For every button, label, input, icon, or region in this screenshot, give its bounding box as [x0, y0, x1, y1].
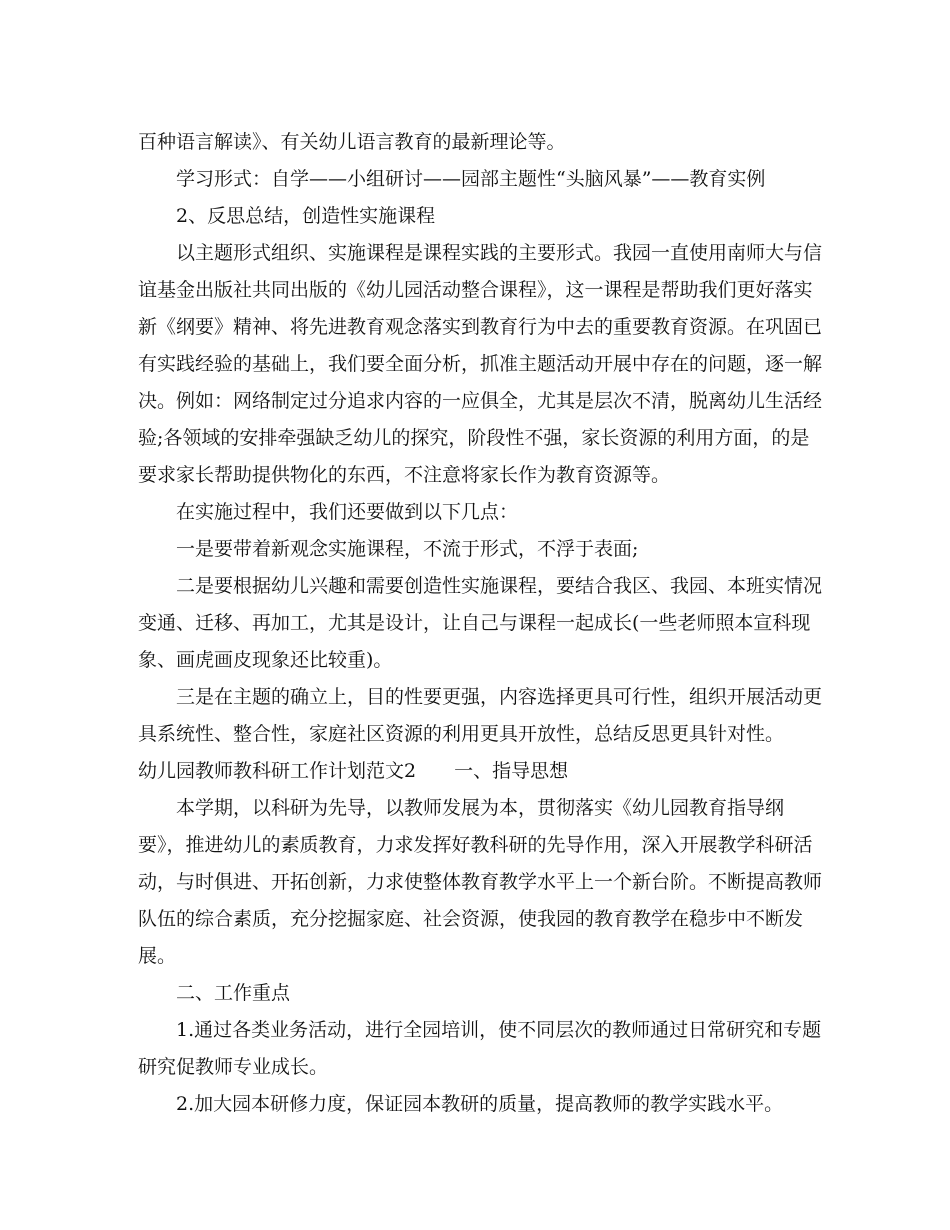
text-line: 验;各领域的安排牵强缺乏幼儿的探究，阶段性不强，家长资源的利用方面，的是 [138, 427, 810, 449]
text-line: 学习形式：自学——小组研讨——园部主题性“头脑风暴”——教育实例 [176, 168, 766, 190]
text-line: 2.加大园本研修力度，保证园本教研的质量，提高教师的教学实践水平。 [176, 1093, 784, 1115]
section-heading: 幼儿园教师教科研工作计划范文2 一、指导思想 [138, 760, 569, 782]
text-line: 二是要根据幼儿兴趣和需要创造性实施课程，要结合我区、我园、本班实情况 [176, 575, 823, 597]
text-line: 谊基金出版社共同出版的《幼儿园活动整合课程》，这一课程是帮助我们更好落实 [138, 279, 813, 301]
text-line: 在实施过程中，我们还要做到以下几点： [176, 501, 519, 523]
text-line: 动，与时俱进、开拓创新，力求使整体教育教学水平上一个新台阶。不断提高教师 [138, 871, 823, 893]
text-line: 队伍的综合素质，充分挖掘家庭、社会资源，使我园的教育教学在稳步中不断发 [138, 908, 804, 930]
text-line: 展。 [138, 945, 177, 967]
text-line: 1.通过各类业务活动，进行全园培训，使不同层次的教师通过日常研究和专题 [176, 1019, 822, 1041]
text-line: 要》，推进幼儿的素质教育，力求发挥好教科研的先导作用，深入开展教学科研活 [138, 834, 813, 856]
text-line: 具系统性、整合性，家庭社区资源的利用更具开放性，总结反思更具针对性。 [138, 723, 785, 745]
text-line: 有实践经验的基础上，我们要全面分析，抓准主题活动开展中存在的问题，逐一解 [138, 353, 823, 375]
text-line: 以主题形式组织、实施课程是课程实践的主要形式。我园一直使用南师大与信 [176, 242, 823, 264]
text-line: 三是在主题的确立上，目的性要更强，内容选择更具可行性，组织开展活动更 [176, 686, 823, 708]
text-line: 要求家长帮助提供物化的东西，不注意将家长作为教育资源等。 [138, 464, 671, 486]
text-line: 本学期，以科研为先导，以教师发展为本，贯彻落实《幼儿园教育指导纲 [176, 797, 785, 819]
text-line: 百种语言解读》、有关幼儿语言教育的最新理论等。 [138, 131, 566, 153]
text-line: 象、画虎画皮现象还比较重)。 [138, 649, 393, 671]
text-line: 决。例如：网络制定过分追求内容的一应俱全，尤其是层次不清，脱离幼儿生活经 [138, 390, 823, 412]
text-line: 研究促教师专业成长。 [138, 1056, 329, 1078]
text-line: 新《纲要》精神、将先进教育观念落实到教育行为中去的重要教育资源。在巩固已 [138, 316, 823, 338]
text-line: 变通、迁移、再加工，尤其是设计，让自己与课程一起成长(一些老师照本宣科现 [138, 612, 811, 634]
text-line: 2、反思总结，创造性实施课程 [176, 205, 436, 227]
text-line: 一是要带着新观念实施课程，不流于形式，不浮于表面; [176, 538, 639, 560]
section-heading: 二、工作重点 [176, 982, 291, 1004]
